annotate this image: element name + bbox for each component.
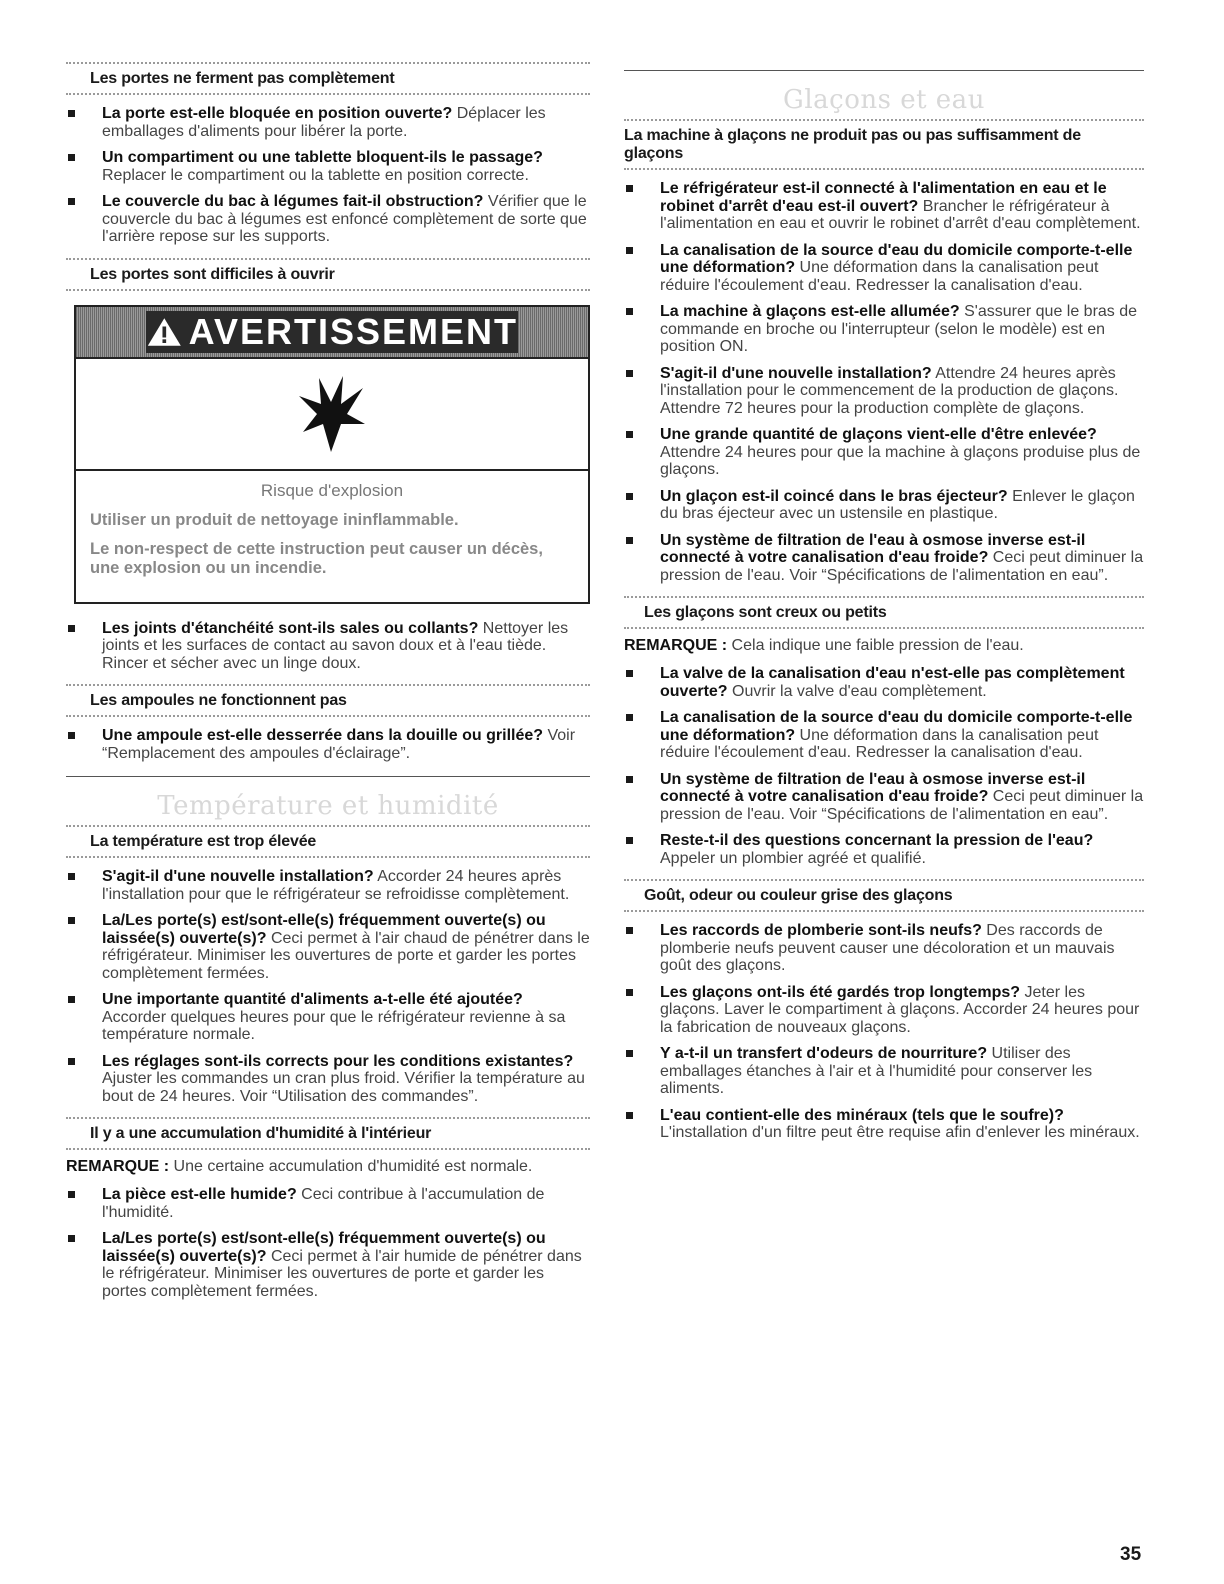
list-doors-not-closing [66,105,590,246]
item-question: Le réfrigérateur est-il connecté à l'alimentation en eau et le robinet d'arrêt d'eau est-il ouvert? [660,180,1107,215]
item-answer: Ceci contribue à l'accumulation de l'humidité. [102,1186,545,1221]
list-item [66,105,590,140]
warning-line-2: Le non-respect de cette instruction peut causer un décès, une explosion ou un incendie. [90,539,543,577]
list-item [624,771,1144,824]
list-item [624,832,1144,867]
list-item [624,242,1144,295]
item-answer: S'assurer que le bras de commande en broche ou l'interrupteur (selon le modèle) est en position ON. [660,303,1138,355]
item-question: L'eau contient-elle des minéraux (tels que le soufre)? [660,1106,1064,1124]
item-answer: Appeler un plombier agréé et qualifié. [660,849,926,867]
item-answer: Ceci permet à l'air chaud de pénétrer dans le réfrigérateur. Minimiser les ouvertures de porte et garder les portes complètement fermées. [102,929,590,982]
subheading-temperature-high: La température est trop élevée [66,825,590,858]
item-answer: Une déformation dans la canalisation peut réduire l'écoulement d'eau. Redresser la canalisation d'eau. [660,259,1099,294]
item-answer: Nettoyer les joints et les surfaces de contact au savon doux et à l'eau tiède. Rincer et sécher avec un linge doux. [102,619,569,672]
warning-risk: Risque d'explosion [260,480,404,500]
list-item [624,365,1144,418]
item-question: Reste-t-il des questions concernant la pression de l'eau? [660,832,1094,849]
list-temperature-high [66,868,590,1105]
list-ice-taste [624,922,1144,1142]
subheading-bulbs: Les ampoules ne fonctionnent pas [66,684,590,717]
item-question: Les glaçons ont-ils été gardés trop longtemps? [660,983,1021,1001]
item-question: La machine à glaçons est-elle allumée? [660,303,960,320]
list-item [66,1230,590,1300]
item-question: Un glaçon est-il coincé dans le bras éjecteur? [660,487,1008,505]
list-ice-maker [624,180,1144,584]
list-item [66,727,590,762]
item-question: Y a-t-il un transfert d'odeurs de nourriture? [660,1045,988,1062]
item-answer: Utiliser des emballages étanches à l'air et à l'humidité pour conserver les aliments. [660,1045,1093,1097]
list-item [624,709,1144,762]
item-answer: Une déformation dans la canalisation peut réduire l'écoulement d'eau. Redresser la canalisation d'eau. [660,726,1099,761]
warning-title: AVERTISSEMENT [188,310,518,352]
warning-triangle-icon [146,315,183,349]
right-column [624,56,1144,1154]
list-item [66,193,590,246]
item-answer: Voir “Remplacement des ampoules d'éclairage”. [102,727,576,762]
item-question: Une ampoule est-elle desserrée dans la douille ou grillée? [102,727,544,744]
item-question: S'agit-il d'une nouvelle installation? [102,868,374,885]
warning-line-1: Utiliser un produit de nettoyage ininflammable. [90,510,459,529]
list-item [624,532,1144,585]
item-answer: Vérifier que le couvercle du bac à légumes est enfoncé complètement de sorte que l'arrière repose sur les supports. [102,193,587,245]
item-answer: Ceci permet à l'air humide de pénétrer dans le réfrigérateur. Minimiser les ouvertures de porte et garder les portes complètement fermées. [102,1247,582,1300]
item-answer: Déplacer les emballages d'aliments pour libérer la porte. [102,105,546,140]
item-answer: Ouvrir la valve d'eau complètement. [727,682,987,700]
list-item [624,303,1144,356]
item-answer: L'installation d'un filtre peut être requise afin d'enlever les minéraux. [660,1124,1140,1141]
item-question: Une importante quantité d'aliments a-t-elle été ajoutée? [102,991,523,1008]
subheading-ice-maker: La machine à glaçons ne produit pas ou pas suffisamment de glaçons [624,119,1144,170]
list-item [66,912,590,982]
item-question: Un système de filtration de l'eau à osmose inverse est-il connecté à votre canalisation d'eau froide? [660,531,1086,566]
list-item [66,620,590,673]
list-item [66,991,590,1044]
list-item [624,426,1144,479]
note-hollow-ice: REMARQUE : Cela indique une faible pression de l'eau. [624,637,1024,654]
subheading-doors-not-closing: Les portes ne ferment pas complètement [66,62,590,95]
page-number: 35 [1120,1544,1142,1565]
item-question: La valve de la canalisation d'eau n'est-elle pas complètement ouverte? [660,665,1125,700]
item-question: La porte est-elle bloquée en position ouverte? [102,105,453,122]
subheading-hollow-ice: Les glaçons sont creux ou petits [624,596,1144,629]
item-question: La canalisation de la source d'eau du domicile comporte-t-elle une déformation? [660,709,1133,744]
item-answer: Attendre 24 heures après l'installation pour le commencement de la production de glaçons. Attendre 72 heures pour la production complète de glaçons. [660,364,1119,417]
section-title-temperature: Température et humidité [66,776,590,825]
list-item [624,1107,1144,1142]
item-question: La canalisation de la source d'eau du domicile comporte-t-elle une déformation? [660,241,1133,276]
warning-pictogram [76,359,588,471]
list-item [624,984,1144,1037]
list-item [66,1186,590,1221]
item-answer: Accorder quelques heures pour que le réfrigérateur revienne à sa température normale. [102,1008,566,1043]
item-answer: Jeter les glaçons. Laver le compartiment à glaçons. Accorder 24 heures pour la fabrication de nouveaux glaçons. [660,983,1140,1036]
item-question: Le couvercle du bac à légumes fait-il obstruction? [102,193,484,210]
list-item [66,149,590,184]
list-item [624,922,1144,975]
item-question: S'agit-il d'une nouvelle installation? [660,364,932,382]
explosion-icon [297,374,367,454]
item-question: Un compartiment ou une tablette bloquent-ils le passage? [102,149,543,166]
list-humidity [66,1186,590,1300]
section-title-ice-water: Glaçons et eau [624,70,1144,119]
warning-text [76,471,588,602]
item-answer: Attendre 24 heures pour que la machine à glaçons produise plus de glaçons. [660,443,1141,478]
item-answer: Ceci peut diminuer la pression de l'eau. Voir “Spécifications de l'alimentation en eau”. [660,549,1144,584]
list-item [66,1053,590,1106]
list-item [66,868,590,903]
list-bulbs [66,727,590,762]
list-doors-hard-to-open [66,620,590,673]
item-answer: Enlever le glaçon du bras éjecteur avec un ustensile en plastique. [660,487,1135,522]
item-answer: Des raccords de plomberie neufs peuvent causer une décoloration et un mauvais goût des glaçons. [660,922,1115,974]
warning-banner [146,311,518,353]
item-question: Un système de filtration de l'eau à osmose inverse est-il connecté à votre canalisation d'eau froide? [660,770,1086,805]
list-hollow-ice [624,665,1144,867]
subheading-doors-hard-to-open: Les portes sont difficiles à ouvrir [66,258,590,291]
subheading-humidity: Il y a une accumulation d'humidité à l'intérieur [66,1117,590,1150]
item-answer: Brancher le réfrigérateur à l'alimentation en eau et ouvrir le robinet d'arrêt d'eau complètement. [660,197,1141,232]
item-question: Les réglages sont-ils corrects pour les conditions existantes? [102,1052,574,1070]
left-column [66,62,590,1312]
list-item [624,180,1144,233]
item-answer: Accorder 24 heures après l'installation pour que le réfrigérateur se refroidisse complètement. [102,868,570,903]
item-question: Les raccords de plomberie sont-ils neufs? [660,922,982,939]
item-question: Les joints d'étanchéité sont-ils sales ou collants? [102,619,479,637]
list-item [624,665,1144,700]
warning-box [74,305,590,604]
warning-header [76,307,588,359]
item-question: La/Les porte(s) est/sont-elle(s) fréquemment ouverte(s) ou laissée(s) ouverte(s)? [102,1230,546,1265]
subheading-ice-taste: Goût, odeur ou couleur grise des glaçons [624,879,1144,912]
list-item [624,1045,1144,1098]
note-humidity: REMARQUE : Une certaine accumulation d'humidité est normale. [66,1158,533,1175]
item-answer: Ajuster les commandes un cran plus froid. Vérifier la température au bout de 24 heures. Voir “Utilisation des commandes”. [102,1070,585,1105]
item-question: La pièce est-elle humide? [102,1186,297,1203]
list-item [624,488,1144,523]
item-question: La/Les porte(s) est/sont-elle(s) fréquemment ouverte(s) ou laissée(s) ouverte(s)? [102,912,546,947]
item-answer: Ceci peut diminuer la pression de l'eau. Voir “Spécifications de l'alimentation en eau”. [660,788,1144,823]
item-question: Une grande quantité de glaçons vient-elle d'être enlevée? [660,426,1097,443]
item-answer: Replacer le compartiment ou la tablette en position correcte. [102,166,529,184]
